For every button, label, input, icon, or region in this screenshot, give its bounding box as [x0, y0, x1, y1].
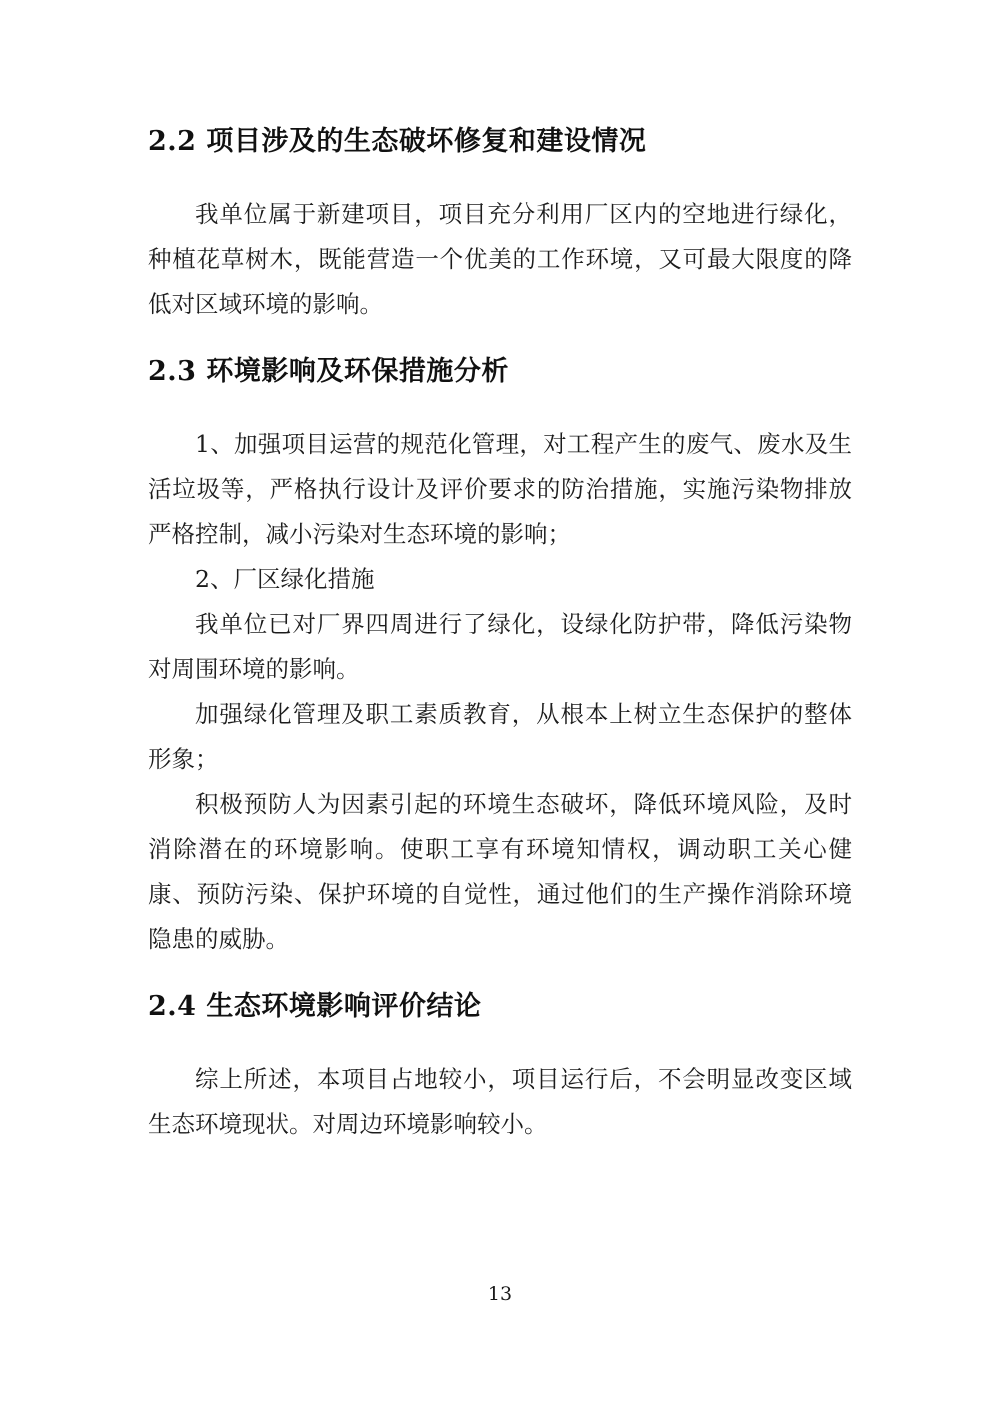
paragraph: 我单位已对厂界四周进行了绿化，设绿化防护带，降低污染物对周围环境的影响。 [148, 610, 852, 683]
paragraph: 积极预防人为因素引起的环境生态破坏，降低环境风险，及时消除潜在的环境影响。使职工享有环境知情权，调动职工关心健康、预防污染、保护环境的自觉性，通过他们的生产操作消除环境隐患的威胁。 [148, 790, 852, 953]
document-content [148, 122, 852, 1147]
section-heading-2-2: 2.2 项目涉及的生态破坏修复和建设情况 [148, 126, 647, 157]
section-heading-2-4: 2.4 生态环境影响评价结论 [148, 991, 482, 1022]
paragraph: 综上所述，本项目占地较小，项目运行后，不会明显改变区域生态环境现状。对周边环境影响较小。 [148, 1065, 852, 1138]
section-2-3 [148, 352, 852, 962]
section-heading-2-3: 2.3 环境影响及环保措施分析 [148, 356, 509, 387]
paragraph: 1、加强项目运营的规范化管理，对工程产生的废气、废水及生活垃圾等，严格执行设计及评价要求的防治措施，实施污染物排放严格控制，减小污染对生态环境的影响； [148, 430, 852, 548]
paragraph: 2、厂区绿化措施 [195, 565, 375, 593]
paragraph: 我单位属于新建项目，项目充分利用厂区内的空地进行绿化，种植花草树木，既能营造一个优美的工作环境，又可最大限度的降低对区域环境的影响。 [148, 200, 852, 318]
section-2-4 [148, 987, 852, 1147]
paragraph: 加强绿化管理及职工素质教育，从根本上树立生态保护的整体形象； [148, 700, 852, 773]
section-2-2 [148, 122, 852, 327]
page-number: 13 [487, 1283, 513, 1305]
